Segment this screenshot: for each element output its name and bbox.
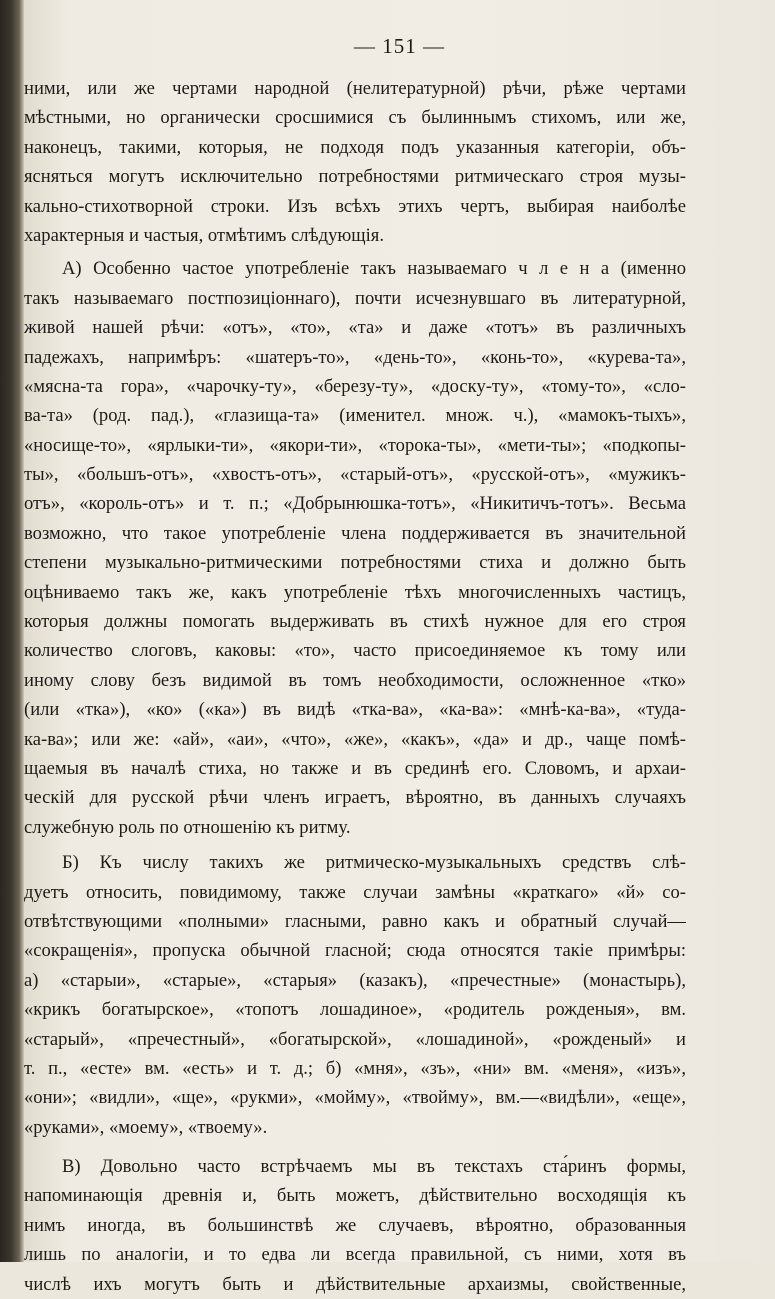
text-line: оцѣниваемо такъ же, какъ употребленіе тѣхъ многочисленныхъ частицъ, [24, 581, 686, 603]
text-line: которыя должны помогать выдерживать въ стихѣ нужное для его строя [24, 611, 686, 633]
text-line: отвѣтствующими «полными» гласными, равно какъ и обратный случай— [24, 910, 686, 932]
book-page [24, 0, 775, 1295]
text-line: возможно, что такое употребленіе члена поддерживается въ значительной [24, 522, 686, 544]
text-line: дуетъ относить, повидимому, также случаи замѣны «краткаго» «й» со- [24, 881, 686, 903]
text-line: живой нашей рѣчи: «отъ», «то», «та» и даже «тотъ» въ различныхъ [24, 317, 686, 339]
text-line: щаемыя въ началѣ стиха, но также и въ срединѣ его. Словомъ, и архаи- [24, 757, 686, 779]
paragraph-gap [24, 1142, 686, 1152]
text-line: ка-ва»; или же: «ай», «аи», «что», «же», «какъ», «да» и др., чаще помѣ- [24, 728, 686, 750]
text-line: «руками», «моему», «твоему». [24, 1116, 268, 1138]
text-line: Б) Къ числу такихъ же ритмическо-музыкальныхъ средствъ слѣ- [62, 852, 686, 874]
text-line: падежахъ, напримѣръ: «шатеръ-то», «день-то», «конь-то», «курева-та», [24, 346, 686, 368]
text-line: числѣ ихъ могутъ быть и дѣйствительные архаизмы, свойственные, [24, 1273, 686, 1295]
text-line: напоминающія древнія и, быть можетъ, дѣйствительно восходящія къ [24, 1185, 686, 1207]
text-line: А) Особенно частое употребленіе такъ называемаго ч л е н а (именно [62, 258, 686, 280]
text-line: ва-та» (род. пад.), «глазища-та» (именител. множ. ч.), «мамокъ-тыхъ», [24, 405, 686, 427]
text-line: иному слову безъ видимой въ томъ необходимости, осложненное «тко» [24, 669, 686, 691]
text-line: характерныя и частыя, отмѣтимъ слѣдующія. [24, 224, 384, 246]
text-line: лишь по аналогіи, и то едва ли всегда правильной, съ ними, хотя въ [24, 1244, 686, 1266]
text-line: отъ», «король-отъ» и т. п.; «Добрынюшка-тотъ», «Никитичъ-тотъ». Весьма [24, 493, 686, 515]
text-line: «мясна-та гора», «чарочку-ту», «березу-ту», «доску-ту», «тому-то», «сло- [24, 375, 686, 397]
text-line: кально-стихотворной строки. Изъ всѣхъ этихъ чертъ, выбирая наиболѣе [24, 195, 686, 217]
text-line: нимъ иногда, въ большинствѣ же случаевъ, вѣроятно, образованныя [24, 1214, 686, 1236]
text-line: В) Довольно часто встрѣчаемъ мы въ текстахъ ста́ринъ формы, [62, 1156, 686, 1178]
text-line: «сокращенія», пропуска обычной гласной; сюда относятся такіе примѣры: [24, 940, 686, 962]
page-number: — 151 — [354, 34, 445, 58]
text-line: ясняться могутъ исключительно потребностями ритмическаго строя музы- [24, 166, 686, 188]
text-line: ты», «большъ-отъ», «хвостъ-отъ», «старый-отъ», «русской-отъ», «мужикъ- [24, 464, 686, 486]
text-line: количество слоговъ, каковы: «то», часто присоединяемое къ тому или [24, 640, 686, 662]
text-line: (или «тка»), «ко» («ка») въ видѣ «тка-ва», «ка-ва»: «мнѣ-ка-ва», «туда- [24, 699, 686, 721]
text-line: служебную роль по отношенію къ ритму. [24, 816, 351, 838]
page-text [24, 74, 686, 1299]
text-line: ческій для русской рѣчи членъ играетъ, вѣроятно, въ данныхъ случаяхъ [24, 787, 686, 809]
text-line: «крикъ богатырское», «топотъ лошадиное», «родитель рожденыя», вм. [24, 999, 686, 1021]
text-line: а) «старыи», «старые», «старыя» (казакъ), «пречестные» (монастырь), [24, 969, 686, 991]
text-line: т. п., «есте» вм. «есть» и т. д.; б) «мня», «зъ», «ни» вм. «меня», «изъ», [24, 1057, 686, 1079]
text-line: степени музыкально-ритмическими потребностями стиха и должно быть [24, 552, 686, 574]
text-line: ними, или же чертами народной (нелитературной) рѣчи, рѣже чертами [24, 78, 686, 99]
book-spine-shadow [0, 0, 24, 1262]
text-line: такъ называемаго постпозиціоннаго), почти исчезнувшаго въ литературной, [24, 287, 686, 309]
text-line: «носище-то», «ярлыки-ти», «якори-ти», «торока-ты», «мети-ты»; «подкопы- [24, 434, 686, 456]
text-line: наконецъ, такими, которыя, не подходя подъ указанныя категоріи, объ- [24, 136, 686, 158]
text-line: «старый», «пречестный», «богатырской», «лошадиной», «рожденый» и [24, 1028, 686, 1050]
text-line: «они»; «видли», «ще», «рукми», «мойму», «твойму», вм.—«видѣли», «еще», [24, 1087, 686, 1109]
text-line: мѣстными, но органически сросшимися съ былиннымъ стихомъ, или же, [24, 107, 686, 129]
